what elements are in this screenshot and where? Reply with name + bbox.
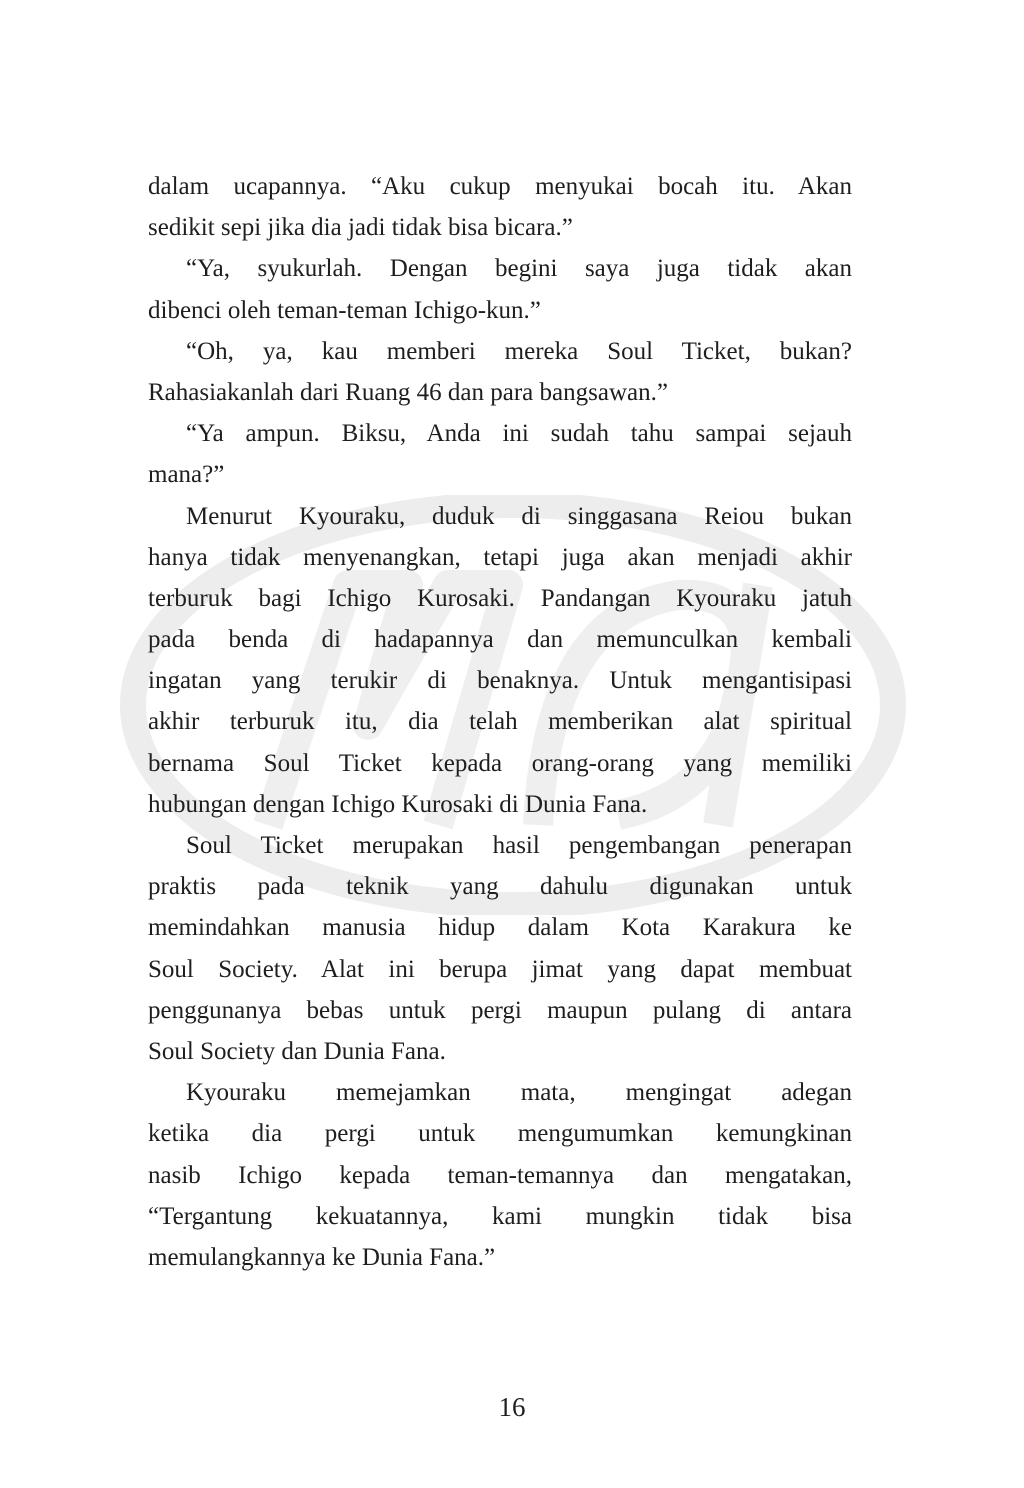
text-line: Soul Society. Alat ini berupa jimat yang dapat membuat [148, 955, 852, 983]
text-line: sedikit sepi jika dia jadi tidak bisa bicara.” [148, 214, 573, 242]
text-line: dibenci oleh teman-teman Ichigo-kun.” [148, 296, 541, 324]
text-line: ketika dia pergi untuk mengumumkan kemungkinan [148, 1120, 852, 1148]
text-line: bernama Soul Ticket kepada orang-orang yang memiliki [148, 749, 852, 777]
text-line: “Oh, ya, kau memberi mereka Soul Ticket, bukan? [186, 337, 852, 365]
text-line: hanya tidak menyenangkan, tetapi juga akan menjadi akhir [148, 543, 852, 571]
text-line: penggunanya bebas untuk pergi maupun pulang di antara [148, 996, 852, 1024]
page-number: 16 [498, 1392, 526, 1422]
paragraph [148, 413, 852, 495]
text-line: pada benda di hadapannya dan memunculkan kembali [148, 626, 852, 654]
text-line: memulangkannya ke Dunia Fana.” [148, 1243, 496, 1271]
text-line: Soul Ticket merupakan hasil pengembangan penerapan [186, 832, 852, 859]
text-line: Kyouraku memejamkan mata, mengingat adegan [186, 1079, 852, 1107]
text-line: Soul Society dan Dunia Fana. [148, 1037, 446, 1065]
text-line: nasib Ichigo kepada teman-temannya dan mengatakan, [148, 1161, 852, 1189]
body-text [148, 166, 852, 1278]
paragraph [148, 1072, 852, 1278]
text-line: akhir terburuk itu, dia telah memberikan alat spiritual [148, 708, 852, 736]
text-line: “Ya, syukurlah. Dengan begini saya juga tidak akan [186, 255, 852, 283]
text-line: terburuk bagi Ichigo Kurosaki. Pandangan Kyouraku jatuh [148, 584, 852, 612]
text-line: hubungan dengan Ichigo Kurosaki di Dunia Fana. [148, 790, 648, 818]
text-line: ingatan yang terukir di benaknya. Untuk mengantisipasi [148, 667, 852, 695]
text-line: “Ya ampun. Biksu, Anda ini sudah tahu sampai sejauh [186, 420, 852, 448]
paragraph [148, 496, 852, 826]
text-line: Menurut Kyouraku, duduk di singgasana Reiou bukan [186, 502, 852, 530]
text-line: praktis pada teknik yang dahulu digunakan untuk [148, 873, 852, 901]
text-line: mana?” [148, 461, 225, 489]
text-line: Rahasiakanlah dari Ruang 46 dan para bangsawan.” [148, 378, 668, 406]
paragraph [148, 248, 852, 330]
text-line: dalam ucapannya. “Aku cukup menyukai bocah itu. Akan [148, 173, 852, 200]
paragraph [148, 825, 852, 1072]
paragraph [148, 331, 852, 413]
paragraph [148, 166, 852, 248]
text-line: memindahkan manusia hidup dalam Kota Karakura ke [148, 914, 852, 942]
text-line: “Tergantung kekuatannya, kami mungkin tidak bisa [148, 1202, 852, 1230]
